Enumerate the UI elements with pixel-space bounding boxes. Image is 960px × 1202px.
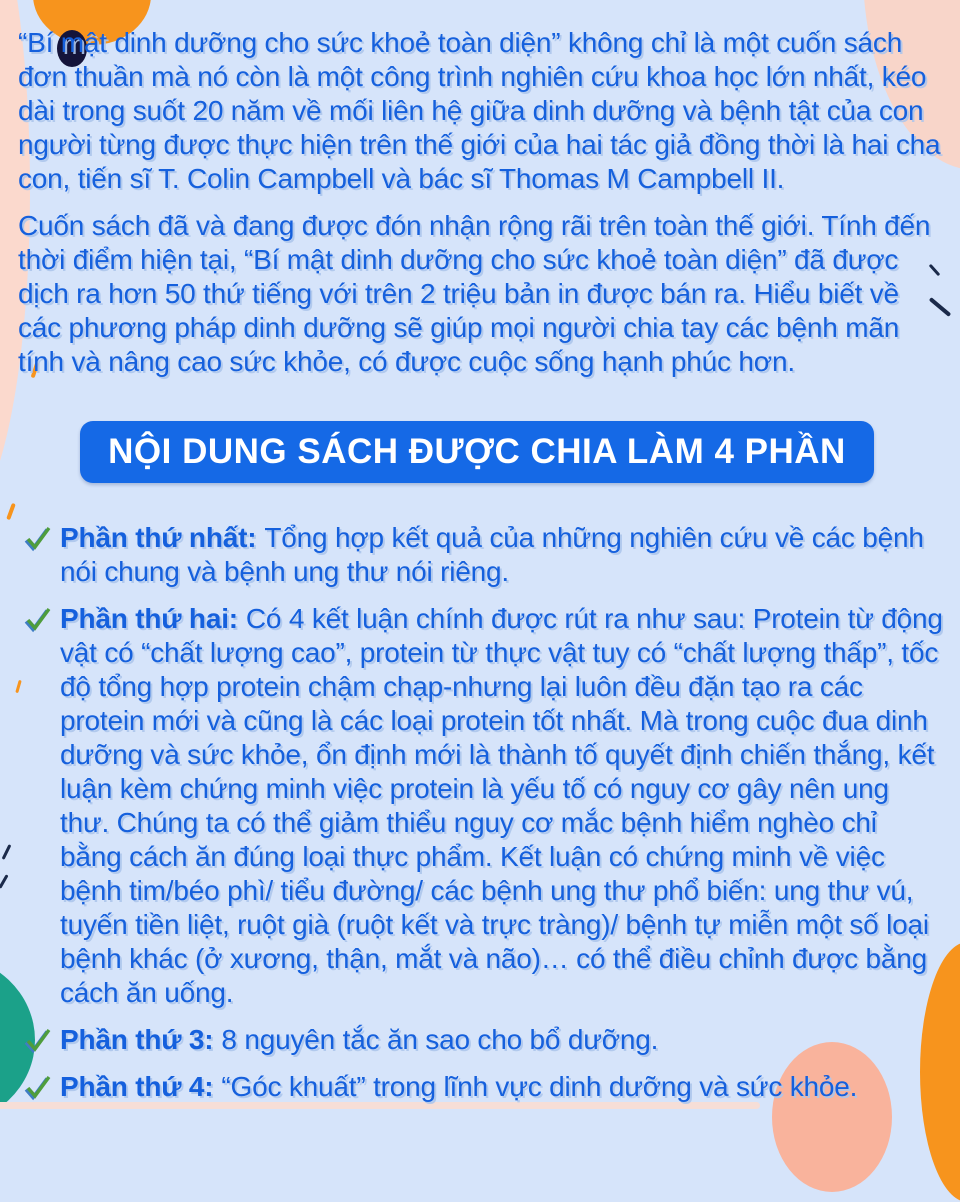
section-banner [80, 421, 874, 483]
list-item-label: Phần thứ 3: [60, 1024, 214, 1055]
list-item-label: Phần thứ nhất: [60, 522, 257, 553]
intro-paragraph-1: “Bí mật dinh dưỡng cho sức khoẻ toàn diện” không chỉ là một cuốn sách đơn thuần mà nó còn là một công trình nghiên cứu khoa học lớn nhất, kéo dài trong suốt 20 năm về mối liên hệ giữa dinh dưỡng và bệnh tật của con người từng được thực hiện trên thế giới của hai tác giả đồng thời là hai cha con, tiến sĩ T. Colin Campbell và bác sĩ Thomas M Campbell II. [18, 27, 941, 194]
intro-paragraph-2: Cuốn sách đã và đang được đón nhận rộng rãi trên toàn thế giới. Tính đến thời điểm hiện tại, “Bí mật dinh dưỡng cho sức khoẻ toàn diện” đã được dịch ra hơn 50 thứ tiếng với trên 2 triệu bản in được bán ra. Hiểu biết về các phương pháp dinh dưỡng sẽ giúp mọi người chia tay các bệnh mãn tính và nâng cao sức khỏe, có được cuộc sống hạnh phúc hơn. [18, 210, 931, 377]
check-icon [24, 524, 54, 554]
list-item-text: 8 nguyên tắc ăn sao cho bổ dưỡng. [221, 1024, 659, 1055]
list-item-label: Phần thứ 4: [60, 1071, 214, 1102]
check-icon [24, 605, 54, 635]
list-item [18, 521, 948, 589]
list-item-text: “Góc khuất” trong lĩnh vực dinh dưỡng và sức khỏe. [221, 1071, 858, 1102]
check-icon [24, 1026, 54, 1056]
check-icon [24, 1073, 54, 1103]
list-item [18, 1070, 948, 1104]
section-banner-label: NỘI DUNG SÁCH ĐƯỢC CHIA LÀM 4 PHẦN [108, 432, 846, 471]
list-item [18, 602, 948, 1010]
list-item-text: Có 4 kết luận chính được rút ra như sau: Protein từ động vật có “chất lượng cao”, protein từ thực vật tuy có “chất lượng thấp”, tốc độ tổng hợp protein chậm chạp-nhưng lại luôn đều đặn tạo ra các protein mới và cũng là các loại protein tốt nhất. Mà trong cuộc đua dinh dưỡng và sức khỏe, ổn định mới là thành tố quyết định chiến thắng, kết luận kèm chứng minh việc protein là yếu tố có nguy cơ gây nên ung thư. Chúng ta có thể giảm thiểu nguy cơ mắc bệnh hiểm nghèo chỉ bằng cách ăn đúng loại thực phẩm. Kết luận có chứng minh về việc bệnh tim/béo phì/ tiểu đường/ các bệnh ung thư phổ biến: ung thư vú, tuyến tiền liệt, ruột già (ruột kết và trực tràng)/ bệnh tự miễn một số loại bệnh khác (ở xương, thận, mắt và não)… có thể điều chỉnh được bằng cách ăn uống. [60, 603, 943, 1008]
list-item-label: Phần thứ hai: [60, 603, 238, 634]
section-list [18, 521, 948, 1104]
list-item-text: Tổng hợp kết quả của những nghiên cứu về các bệnh nói chung và bệnh ung thư nói riêng. [60, 522, 924, 587]
list-item [18, 1023, 948, 1057]
